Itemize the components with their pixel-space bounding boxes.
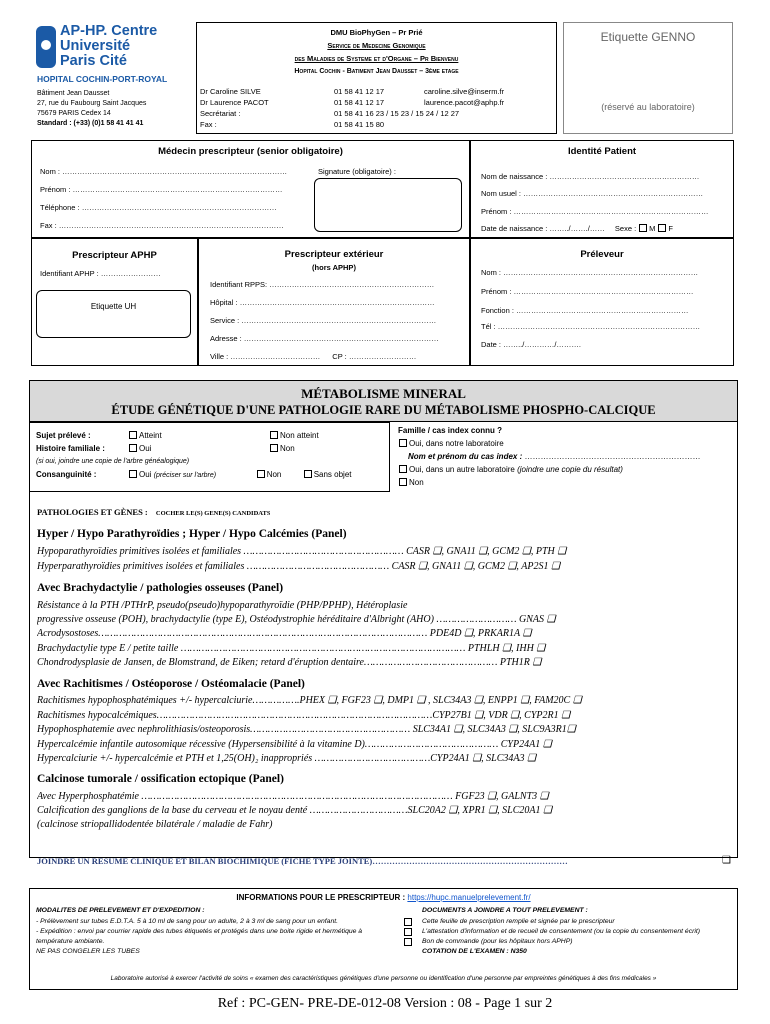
section-calcinose-title: Calcinose tumorale / ossification ectopique (Panel) — [37, 773, 284, 785]
medecin-nom-field[interactable]: Nom : ……………………………………………………………………………… — [40, 167, 288, 176]
patient-date-naissance-field[interactable]: Date de naissance : ……../……./…… Sexe : M F — [481, 224, 673, 233]
preleveur-date-field[interactable]: Date : ……../…………/………. — [481, 340, 582, 349]
modalites-text: - Prélèvement sur tubes E.D.T.A. 5 à 10 ml de sang pour un adulte, 2 à 3 ml de sang pour un enfant. - Expédition : envoi par courrier rapide des tubes étiquetés et protégés dans une boite rigide et hermétique à température ambiante. NE PAS CONGELER LES TUBES — [36, 918, 363, 955]
document-checkbox[interactable] — [404, 918, 412, 926]
exterieur-title: Prescripteur extérieur — [284, 249, 384, 260]
pathology-row: Résistance à la PTH /PTHrP, pseudo(pseudo)hypoparathyroïdie (PHP/PPHP), Hétéroplasie — [37, 600, 408, 611]
exterieur-subtitle: (hors APHP) — [312, 263, 356, 272]
famille-oui-labo: Oui, dans notre laboratoire — [396, 439, 504, 448]
pathology-row: Hyperparathyroïdies primitives isolées et familiales ………………………………………… CASR ❑, GNA11 ❑, GCM2 ❑, AP2S1 ❑ — [37, 561, 560, 572]
preleveur-prenom-field[interactable]: Prénom : ……………………………………………………………… — [481, 287, 694, 296]
footer-reference: Ref : PC-GEN- PRE-DE-012-08 Version : 08 - Page 1 sur 2 — [217, 996, 553, 1011]
sujet-row: Sujet prélevé : Atteint Non atteint — [36, 431, 319, 440]
pathology-row: Hypoparathyroïdies primitives isolées et familiales ……………………………………………… CASR ❑, GNA11 ❑, GCM2 ❑, PTH ❑ — [37, 546, 567, 557]
atteint-checkbox[interactable] — [129, 431, 137, 439]
signature-field[interactable] — [314, 178, 462, 232]
patient-nom-usuel-field[interactable]: Nom usuel : ……………………………………………………………… — [481, 189, 704, 198]
adresse-field[interactable]: Adresse : …………………………………………………………………… — [210, 334, 439, 343]
consanguinite-oui-checkbox[interactable] — [129, 470, 137, 478]
metabolisme-subtitle: ÉTUDE GÉNÉTIQUE D'UNE PATHOLOGIE RARE DU MÉTABOLISME PHOSPHO-CALCIQUE — [111, 403, 656, 417]
oui-autre-checkbox[interactable] — [399, 465, 407, 473]
agrement-text: Laboratoire autorisé à exercer l'activité de soins « examen des caractéristiques génétiques d'une personne ou identification d'une personne par empreintes génétiques à des fins médicales » — [110, 975, 657, 982]
pathology-row: Rachitismes hypocalcémiques…………………………………………………………………………………CYP27B1 ❑, VDR ❑, CYP2R1 ❑ — [37, 710, 571, 721]
pathology-row: Hypophosphatemie avec nephrolithiasis/osteoporosis……………………………………………… SLC34A1 ❑, SLC34A3 ❑, SLC9A3R1❑ — [37, 724, 576, 735]
medecin-fax-field[interactable]: Fax : ……………………………………………………………………………… — [40, 221, 284, 230]
resume-checkbox[interactable]: ❑ — [722, 855, 731, 866]
ville-cp-field[interactable]: Ville : ……………………………… CP : ……………………… — [210, 352, 417, 361]
aphp-identifiant-field[interactable]: Identifiant APHP : …………………… — [40, 269, 161, 278]
section-rachitismes-title: Avec Rachitismes / Ostéoporose / Ostéomalacie (Panel) — [37, 678, 305, 690]
preleveur-tel-field[interactable]: Tél : ……………………………………………………………………… — [481, 322, 701, 331]
cas-index-field[interactable]: Nom et prénom du cas index : ………………………………………………………… — [408, 452, 701, 461]
manuel-prelevement-link[interactable]: https://hupc.manuelprelevement.fr/ — [407, 893, 531, 902]
histoire-non-checkbox[interactable] — [270, 444, 278, 452]
hopital-field[interactable]: Hôpital : …………………………………………………………………… — [210, 298, 435, 307]
document-checkbox[interactable] — [404, 938, 412, 946]
section-brachydactylie-title: Avec Brachydactylie / pathologies osseuses (Panel) — [37, 582, 284, 594]
resume-clinique-row: JOINDRE UN RESUME CLINIQUE ET BILAN BIOCHIMIQUE (FICHE TYPE JOINTE)…………………………………………………………… — [37, 856, 568, 866]
medecin-telephone-field[interactable]: Téléphone : …………………………………………………………………… — [40, 203, 277, 212]
pathology-row: (calcinose striopallidodentée bilatérale / maladie de Fahr) — [37, 819, 273, 830]
pathology-row: Chondrodysplasie de Jansen, de Blomstrand, de Eiken; retard d'éruption dentaire……………………………………… PTH1R ❑ — [37, 657, 542, 668]
documents-list: Cette feuille de prescription remplie et signée par le prescripteur L'attestation d'information et de recueil de consentement (ou la copie du consentement écrit) Bon de commande (pour les hôpitaux hors APHP) COTATION DE L'EXAMEN : N350 — [404, 917, 732, 957]
rpps-field[interactable]: Identifiant RPPS: ………………………………………………………… — [210, 280, 435, 289]
patient-prenom-field[interactable]: Prénom : …………………………………………………………………… — [481, 207, 709, 216]
signature-label: Signature (obligatoire) : — [318, 167, 396, 176]
patient-title: Identité Patient — [567, 146, 637, 157]
famille-oui-autre: Oui, dans un autre laboratoire (joindre une copie du résultat) — [396, 465, 623, 474]
preleveur-nom-field[interactable]: Nom : …………………………………………………………………… — [481, 268, 699, 277]
pathology-row: Acrodysostoses………………………………………………………………………………………………… PDE4D ❑, PRKAR1A ❑ — [37, 628, 532, 639]
logo-text: AP-HP. Centre Université Paris Cité — [60, 23, 158, 69]
modalites-title: MODALITES DE PRELEVEMENT ET D'EXPEDITION : — [36, 907, 205, 914]
famille-question: Famille / cas index connu ? — [398, 426, 503, 435]
etiquette-uh-label: Etiquette UH — [90, 302, 137, 311]
medecin-title: Médecin prescripteur (senior obligatoire) — [158, 146, 343, 157]
medecin-prenom-field[interactable]: Prénom : ………………………………………………………………………… — [40, 185, 283, 194]
arbre-note: (si oui, joindre une copie de l'arbre généalogique) — [36, 458, 190, 465]
preleveur-title: Préleveur — [580, 249, 624, 260]
etiquette-uh-field[interactable] — [36, 290, 191, 338]
logo-heart-icon — [41, 40, 51, 50]
metabolisme-title: MÉTABOLISME MINERAL — [301, 386, 466, 401]
document-checkbox[interactable] — [404, 928, 412, 936]
consanguinite-row: Consanguinité : Oui (préciser sur l'arbre) Non Sans objet — [36, 470, 352, 479]
famille-non: Non — [396, 478, 424, 487]
infos-title: INFORMATIONS POUR LE PRESCRIPTEUR : https://hupc.manuelprelevement.fr/ — [236, 893, 531, 902]
pathology-row: Rachitismes hypophosphatémiques +/- hypercalciurie…………….PHEX ❑, FGF23 ❑, DMP1 ❑ , SLC34A3 ❑, ENPP1 ❑, FAM20C ❑ — [37, 695, 582, 706]
non-atteint-checkbox[interactable] — [270, 431, 278, 439]
sexe-f-checkbox[interactable] — [658, 224, 666, 232]
service-header: DMU BioPhyGen – Pr Prié Service de Medecine Genomique des Maladies de Systeme et d'Organe – Pr Bienvenu Hopital Cochin - Batiment Jean Dausset – 3ème etage — [294, 28, 459, 75]
service-field[interactable]: Service : …………………………………………………………………… — [210, 316, 437, 325]
section-parathyroidies-title: Hyper / Hypo Parathyroïdies ; Hyper / Hypo Calcémies (Panel) — [37, 528, 347, 540]
aphp-title: Prescripteur APHP — [72, 250, 157, 261]
etiquette-genno-title: Etiquette GENNO — [600, 30, 696, 44]
documents-title: DOCUMENTS A JOINDRE A TOUT PRELEVEMENT : — [422, 907, 588, 914]
hospital-address: Bâtiment Jean Dausset 27, rue du Faubourg Saint Jacques 75679 PARIS Cedex 14 Standard : (+33) (0)1 58 41 41 41 — [37, 90, 147, 127]
hospital-name: HOPITAL COCHIN-PORT-ROYAL — [37, 74, 168, 84]
sexe-m-checkbox[interactable] — [639, 224, 647, 232]
pathology-row: progressive osseuse (POH), brachydactylie (type E), Ostéodystrophie héréditaire d'Albright (AHO) ……………………… GNAS ❑ — [37, 614, 556, 625]
etiquette-genno-note: (réservé au laboratoire) — [601, 102, 695, 112]
consanguinite-non-checkbox[interactable] — [257, 470, 265, 478]
oui-labo-checkbox[interactable] — [399, 439, 407, 447]
pathology-row: Calcification des ganglions de la base du cerveau et le noyau denté ……………………………SLC20A2 ❑, XPR1 ❑, SLC20A1 ❑ — [37, 805, 552, 816]
contact-list: Dr Caroline SILVE 01 58 41 12 17 caroline.silve@inserm.fr Dr Laurence PACOT 01 58 41 12 17 laurence.pacot@aphp.fr Secrétariat : 01 58 41 16 23 / 15 23 / 15 24 / 12 27 Fax : 01 58 41 15 80 — [200, 87, 505, 129]
histoire-oui-checkbox[interactable] — [129, 444, 137, 452]
sans-objet-checkbox[interactable] — [304, 470, 312, 478]
pathologies-title: PATHOLOGIES ET GÈNES : COCHER LE(S) GENE(S) CANDIDATS — [37, 507, 271, 517]
pathology-row: Hypercalciurie +/- hypercalcémie et PTH et 1,25(OH)₂ inappropriés …………………………………CYP24A1 ❑, SLC34A3 ❑ — [37, 753, 536, 764]
pathology-row: Hypercalcémie infantile autosomique récessive (Hypersensibilité à la vitamine D)……………………………………… CYP24A1 ❑ — [37, 739, 552, 750]
histoire-row: Histoire familiale : Oui Non — [36, 444, 295, 453]
preleveur-fonction-field[interactable]: Fonction : …………………………………………………………… — [481, 306, 689, 315]
patient-nom-naissance-field[interactable]: Nom de naissance : …………………………………………………… — [481, 172, 700, 181]
famille-non-checkbox[interactable] — [399, 478, 407, 486]
pathology-row: Avec Hyperphosphatémie …………………………………………………………………………………………… FGF23 ❑, GALNT3 ❑ — [37, 791, 549, 802]
pathology-row: Brachydactylie type E / petite taille …………………………………………………………………………………… PTHLH ❑, IHH ❑ — [37, 643, 546, 654]
